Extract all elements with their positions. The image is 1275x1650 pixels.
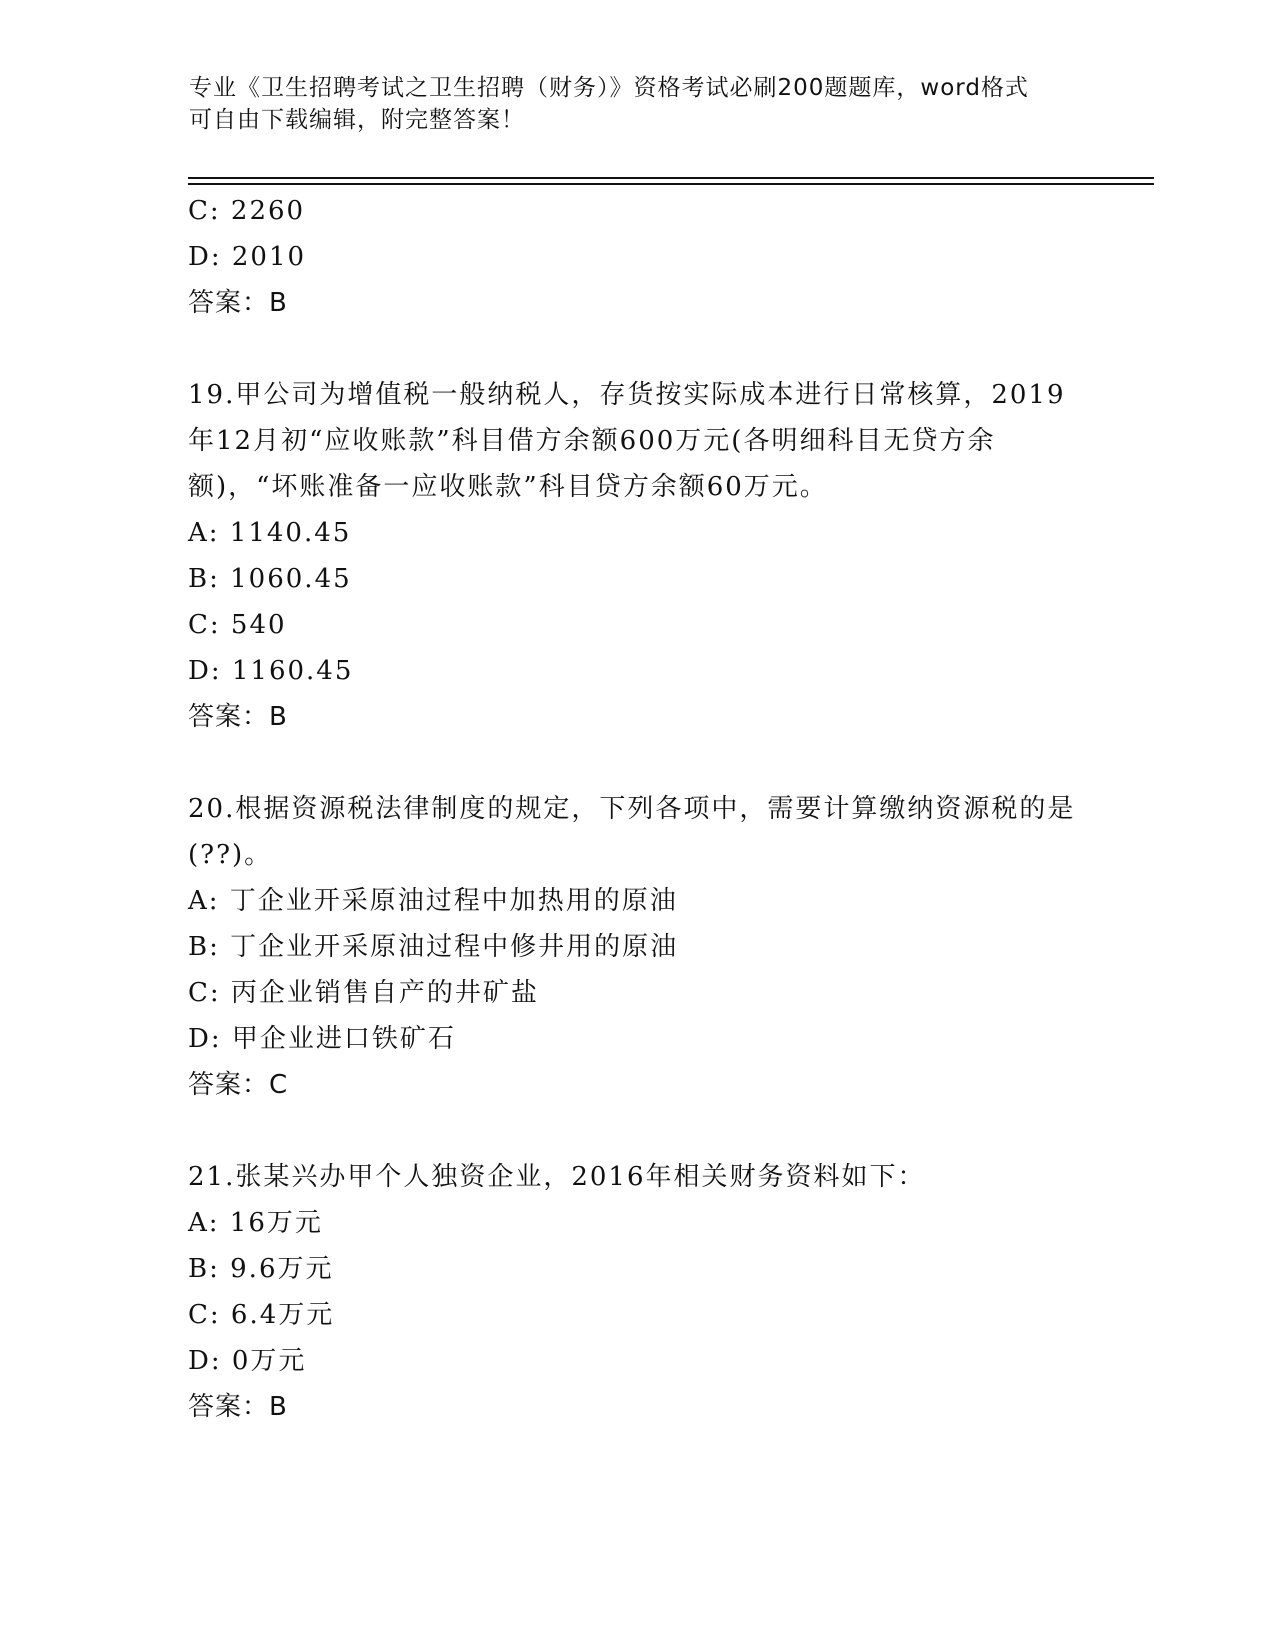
option-c: C: 2260 bbox=[188, 196, 306, 226]
option-b: B: 丁企业开采原油过程中修井用的原油 bbox=[188, 932, 679, 962]
header-divider-top bbox=[188, 177, 1154, 179]
header-line-1: 专业《卫生招聘考试之卫生招聘（财务）》资格考试必刷200题题库，word格式 bbox=[189, 75, 1029, 101]
option-c: C: 6.4万元 bbox=[188, 1300, 335, 1330]
question-stem: 19.甲公司为增值税一般纳税人，存货按实际成本进行日常核算，2019年12月初“应收账款”科目借方余额600万元(各明细科目无贷方余额)，“坏账准备一应收账款”科目贷方余额60万元。 bbox=[188, 380, 1066, 502]
answer-line: 答案：B bbox=[188, 702, 288, 732]
option-b: B: 9.6万元 bbox=[188, 1254, 334, 1284]
question-stem: 21.张某兴办甲个人独资企业，2016年相关财务资料如下： bbox=[188, 1162, 926, 1192]
option-a: A: 1140.45 bbox=[188, 518, 352, 548]
header-line-2: 可自由下载编辑，附完整答案！ bbox=[189, 107, 525, 133]
option-a: A: 16万元 bbox=[188, 1208, 323, 1238]
answer-line: 答案：B bbox=[188, 288, 288, 318]
question-19 bbox=[188, 372, 1088, 740]
header-divider-bottom bbox=[188, 183, 1154, 185]
option-d: D: 0万元 bbox=[188, 1346, 307, 1376]
option-b: B: 1060.45 bbox=[188, 564, 352, 594]
answer-line: 答案：B bbox=[188, 1392, 288, 1422]
previous-question-block bbox=[188, 188, 1088, 326]
question-content bbox=[188, 188, 1088, 1430]
question-stem: 20.根据资源税法律制度的规定，下列各项中，需要计算缴纳资源税的是(??)。 bbox=[188, 794, 1076, 870]
option-d: D: 甲企业进口铁矿石 bbox=[188, 1024, 456, 1054]
document-header bbox=[189, 72, 1089, 136]
question-21 bbox=[188, 1154, 1088, 1430]
option-a: A: 丁企业开采原油过程中加热用的原油 bbox=[188, 886, 678, 916]
option-d: D: 1160.45 bbox=[188, 656, 354, 686]
question-20 bbox=[188, 786, 1088, 1108]
answer-line: 答案：C bbox=[188, 1070, 289, 1100]
option-d: D: 2010 bbox=[188, 242, 307, 272]
option-c: C: 丙企业销售自产的井矿盐 bbox=[188, 978, 539, 1008]
option-c: C: 540 bbox=[188, 610, 287, 640]
